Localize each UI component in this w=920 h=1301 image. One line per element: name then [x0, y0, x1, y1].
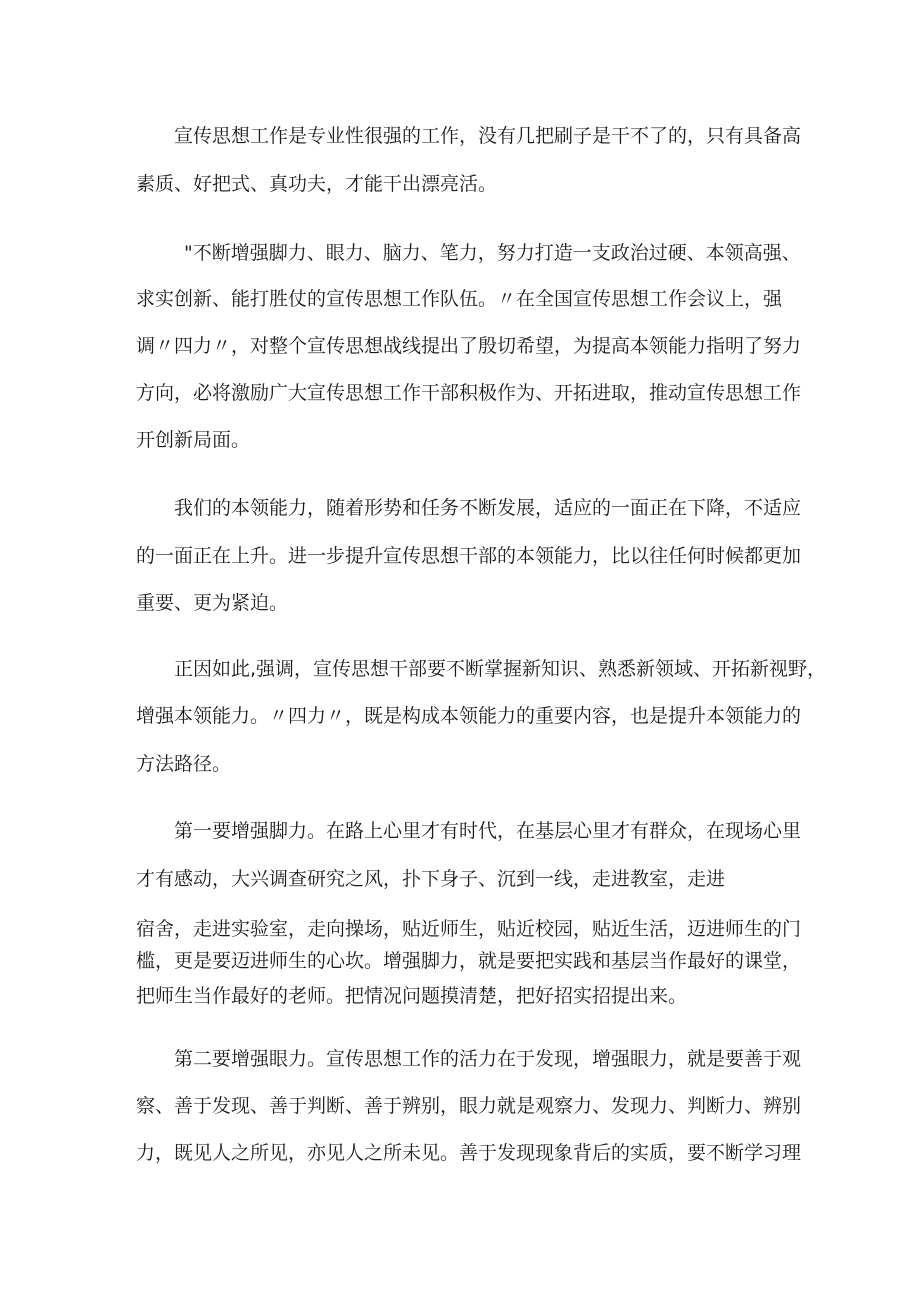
paragraph-4-line-3: 方法路径。 — [136, 753, 232, 775]
paragraph-6-line-1: 第二要增强眼力。宣传思想工作的活力在于发现，增强眼力，就是要善于观 — [174, 1048, 802, 1070]
paragraph-5-line-2: 才有感动，大兴调查研究之风，扑下身子、沉到一线，走进教室，走进 — [136, 868, 726, 890]
paragraph-5-line-1: 第一要增强脚力。在路上心里才有时代，在基层心里才有群众，在现场心里 — [174, 820, 802, 842]
paragraph-3-line-2: 的一面正在上升。进一步提升宣传思想干部的本领能力，比以往任何时候都更加 — [136, 545, 802, 567]
paragraph-2-line-3: 调〃四力〃，对整个宣传思想战线提出了殷切希望，为提高本领能力指明了努力 — [136, 335, 802, 357]
paragraph-1-line-1: 宣传思想工作是专业性很强的工作，没有几把刷子是干不了的，只有具备高 — [174, 125, 802, 147]
paragraph-5-line-5: 把师生当作最好的老师。把情况问题摸清楚，把好招实招提出来。 — [136, 985, 688, 1007]
paragraph-2-line-1: "不断增强脚力、眼力、脑力、笔力，努力打造一支政治过硬、本领高强、 — [184, 242, 801, 264]
paragraph-2-line-2: 求实创新、能打胜仗的宣传思想工作队伍。〃在全国宣传思想工作会议上，强 — [136, 288, 783, 310]
paragraph-3-line-1: 我们的本领能力，随着形势和任务不断发展，适应的一面正在下降，不适应 — [174, 497, 802, 519]
paragraph-4-line-2: 增强本领能力。〃四力〃，既是构成本领能力的重要内容，也是提升本领能力的 — [136, 705, 802, 727]
paragraph-6-line-3: 力，既见人之所见，亦见人之所未见。善于发现现象背后的实质，要不断学习理 — [136, 1142, 802, 1164]
paragraph-5-line-3: 宿舍，走进实验室，走向操场，贴近师生，贴近校园，贴近生活，迈进师生的门 — [136, 918, 802, 940]
paragraph-2-line-4: 方向，必将激励广大宣传思想工作干部积极作为、开拓进取，推动宣传思想工作 — [136, 382, 802, 404]
paragraph-4-line-1: 正因如此,强调，宣传思想干部要不断掌握新知识、熟悉新领域、开拓新视野， — [174, 658, 827, 680]
paragraph-3-line-3: 重要、更为紧迫。 — [136, 592, 289, 614]
paragraph-6-line-2: 察、善于发现、善于判断、善于辨别，眼力就是观察力、发现力、判断力、辨别 — [136, 1095, 802, 1117]
paragraph-1-line-2: 素质、好把式、真功夫，才能干出漂亮活。 — [136, 173, 498, 195]
paragraph-2-line-5: 开创新局面。 — [136, 429, 251, 451]
paragraph-5-line-4: 槛，更是要迈进师生的心坎。增强脚力，就是要把实践和基层当作最好的课堂， — [136, 950, 802, 972]
